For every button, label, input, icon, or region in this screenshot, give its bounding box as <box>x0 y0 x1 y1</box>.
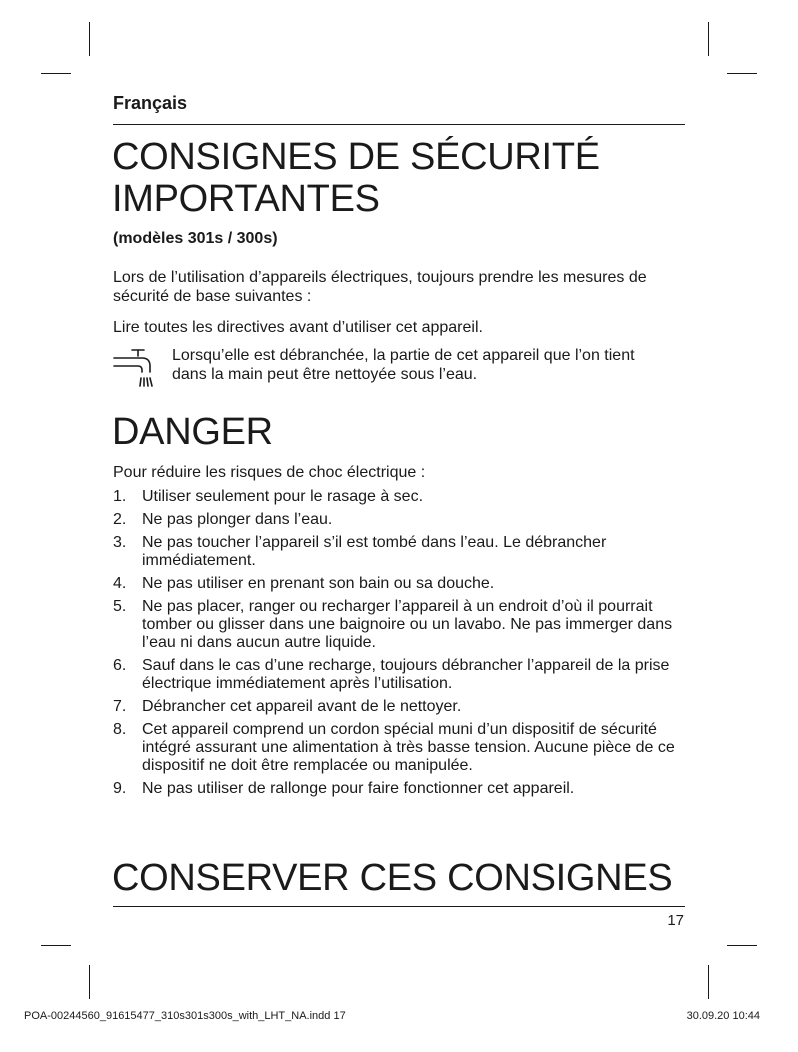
list-item: 7. Débrancher cet appareil avant de le nettoyer. <box>113 698 462 715</box>
crop-mark <box>41 73 71 74</box>
read-instructions-paragraph: Lire toutes les directives avant d’utiliser cet appareil. <box>113 319 483 336</box>
list-item: 6. Sauf dans le cas d’une recharge, toujours débrancher l’appareil de la prise électrique immédiatement après l’utilisation. <box>113 657 670 692</box>
print-slug-filename: POA-00244560_91615477_310s301s300s_with_LHT_NA.indd 17 <box>24 1010 346 1022</box>
crop-mark <box>727 945 757 946</box>
keep-instructions-heading: CONSERVER CES CONSIGNES <box>112 857 673 899</box>
crop-mark <box>708 22 709 56</box>
title-line-2: IMPORTANTES <box>112 178 380 220</box>
list-item: 4. Ne pas utiliser en prenant son bain ou sa douche. <box>113 575 495 592</box>
list-item: 9. Ne pas utiliser de rallonge pour faire fonctionner cet appareil. <box>113 780 575 797</box>
language-label: Français <box>113 93 188 113</box>
list-item: 3. Ne pas toucher l’appareil s’il est tombé dans l’eau. Le débrancher immédiatement. <box>113 534 607 569</box>
danger-lead: Pour réduire les risques de choc électrique : <box>113 464 426 481</box>
washable-note: Lorsqu’elle est débranchée, la partie de cet appareil que l’on tient dans la main peut être nettoyée sous l’eau. <box>172 347 635 383</box>
page-number: 17 <box>667 912 684 929</box>
header-rule <box>113 124 685 125</box>
list-item: 5. Ne pas placer, ranger ou recharger l’appareil à un endroit d’où il pourrait tomber ou glisser dans une baignoire ou un lavabo. Ne pas immerger dans l’eau ni dans aucun autre liquide. <box>113 598 673 651</box>
list-item: 8. Cet appareil comprend un cordon spécial muni d’un dispositif de sécurité intégré assurant une alimentation à très basse tension. Aucune pièce de ce dispositif ne doit être remplacée ou manipulée. <box>113 721 675 774</box>
page-title <box>112 136 600 220</box>
list-item: 2. Ne pas plonger dans l’eau. <box>113 511 333 528</box>
crop-mark <box>41 945 71 946</box>
models-subtitle: (modèles 301s / 300s) <box>113 230 278 247</box>
print-slug-date: 30.09.20 10:44 <box>686 1010 760 1022</box>
crop-mark <box>708 965 709 999</box>
list-item: 1. Utiliser seulement pour le rasage à sec. <box>113 488 424 505</box>
faucet-water-icon <box>112 348 160 388</box>
crop-mark <box>89 965 90 999</box>
safety-list <box>113 488 693 803</box>
danger-heading: DANGER <box>112 411 273 453</box>
footer-rule <box>113 906 685 907</box>
crop-mark <box>89 22 90 56</box>
title-line-1: CONSIGNES DE SÉCURITÉ <box>112 136 600 178</box>
intro-paragraph: Lors de l’utilisation d’appareils électriques, toujours prendre les mesures de sécurité de base suivantes : <box>113 269 647 305</box>
crop-mark <box>727 73 757 74</box>
